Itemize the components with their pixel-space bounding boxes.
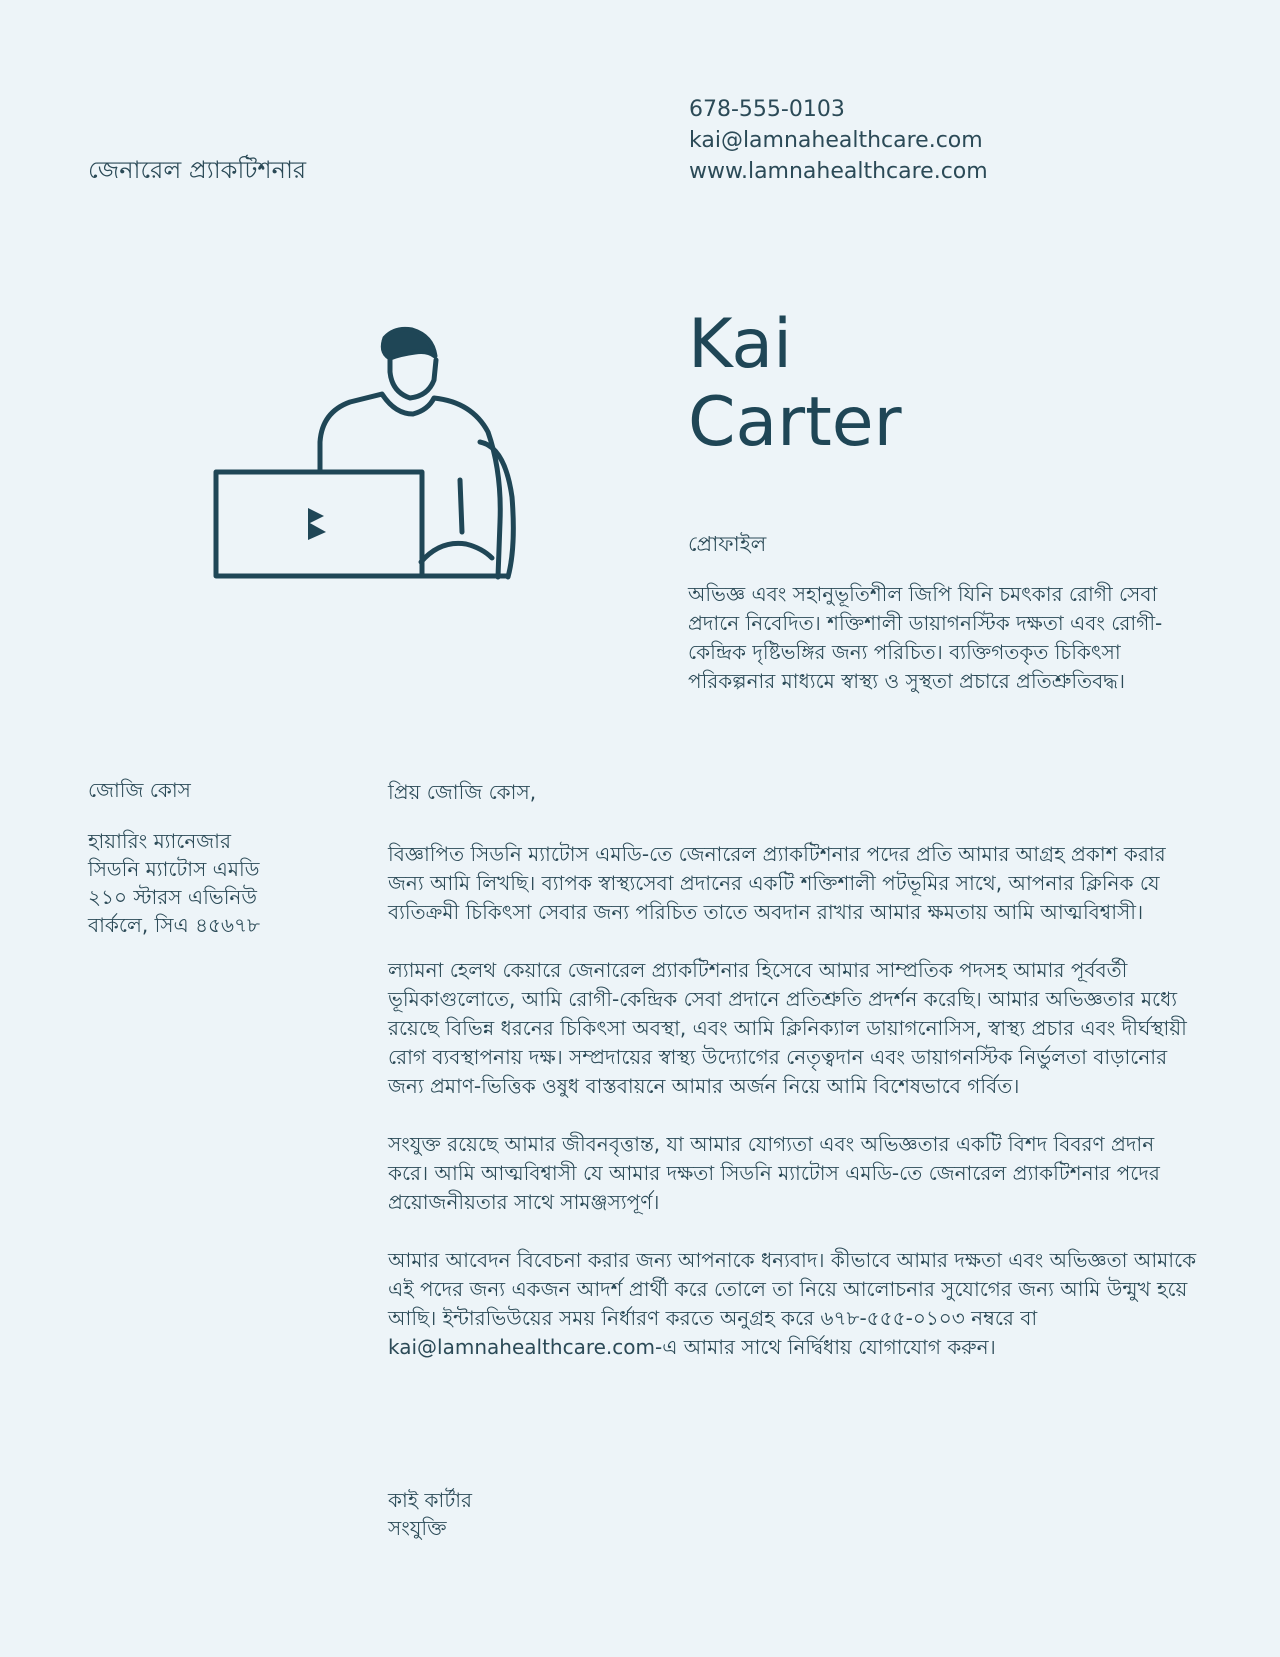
signature-name: কাই কার্টার	[388, 1488, 473, 1512]
recipient-street: ২১০ স্টারস এভিনিউ	[88, 885, 257, 909]
last-name: Carter	[688, 383, 902, 462]
signoff	[388, 1486, 472, 1542]
recipient-company: সিডনি ম্যাটোস এমডি	[88, 857, 260, 881]
letter-body	[388, 840, 1198, 1391]
recipient-title: হায়ারিং ম্যানেজার	[88, 829, 231, 853]
job-title: জেনারেল প্র্যাকটিশনার	[88, 156, 307, 184]
profile-summary: অভিজ্ঞ এবং সহানুভূতিশীল জিপি যিনি চমৎকার রোগী সেবা প্রদানে নিবেদিত। শক্তিশালী ডায়াগনস্টিক দক্ষতা এবং রোগী-কেন্দ্রিক দৃষ্টিভঙ্গির জন্য পরিচিত। ব্যক্তিগতকৃত চিকিৎসা পরিকল্পনার মাধ্যমে স্বাস্থ্য ও সুস্থতা প্রচারে প্রতিশ্রুতিবদ্ধ।	[688, 582, 1163, 693]
phone-number: 678-555-0103	[689, 97, 845, 122]
recipient-city: বার্কলে, সিএ ৪৫৬৭৮	[88, 913, 261, 937]
letter-paragraph: ল্যামনা হেলথ কেয়ারে জেনারেল প্র্যাকটিশনার হিসেবে আমার সাম্প্রতিক পদসহ আমার পূর্ববর্তী ভূমিকাগুলোতে, আমি রোগী-কেন্দ্রিক সেবা প্রদানে প্রতিশ্রুতি প্রদর্শন করেছি। আমার অভিজ্ঞতার মধ্যে রয়েছে বিভিন্ন ধরনের চিকিৎসা অবস্থা, এবং আমি ক্লিনিক্যাল ডায়াগনোসিস, স্বাস্থ্য প্রচার এবং দীর্ঘস্থায়ী রোগ ব্যবস্থাপনায় দক্ষ। সম্প্রদায়ের স্বাস্থ্য উদ্যোগের নেতৃত্বদান এবং ডায়াগনস্টিক নির্ভুলতা বাড়ানোর জন্য প্রমাণ-ভিত্তিক ওষুধ বাস্তবায়নে আমার অর্জন নিয়ে আমি বিশেষভাবে গর্বিত।	[388, 958, 1187, 1098]
candidate-name	[688, 306, 902, 462]
contact-block	[689, 94, 988, 187]
first-name: Kai	[688, 305, 792, 384]
enclosure-note: সংযুক্তি	[388, 1516, 447, 1540]
person-at-laptop-icon	[210, 322, 550, 582]
letter-paragraph: বিজ্ঞাপিত সিডনি ম্যাটোস এমডি-তে জেনারেল প্র্যাকটিশনার পদের প্রতি আমার আগ্রহ প্রকাশ করার জন্য আমি লিখছি। ব্যাপক স্বাস্থ্যসেবা প্রদানের একটি শক্তিশালী পটভূমির সাথে, আপনার ক্লিনিক যে ব্যতিক্রমী চিকিৎসা সেবার জন্য পরিচিত তাতে অবদান রাখার আমার ক্ষমতায় আমি আত্মবিশ্বাসী।	[388, 842, 1166, 924]
recipient-name: জোজি কোস	[88, 778, 191, 802]
website-url: www.lamnahealthcare.com	[689, 159, 988, 184]
letter-paragraph: সংযুক্ত রয়েছে আমার জীবনবৃত্তান্ত, যা আমার যোগ্যতা এবং অভিজ্ঞতার একটি বিশদ বিবরণ প্রদান করে। আমি আত্মবিশ্বাসী যে আমার দক্ষতা সিডনি ম্যাটোস এমডি-তে জেনারেল প্র্যাকটিশনার পদের প্রয়োজনীয়তার সাথে সামঞ্জস্যপূর্ণ।	[388, 1132, 1160, 1214]
email-address: kai@lamnahealthcare.com	[689, 128, 983, 153]
salutation: প্রিয় জোজি কোস,	[388, 780, 537, 804]
letter-paragraph: আমার আবেদন বিবেচনা করার জন্য আপনাকে ধন্যবাদ। কীভাবে আমার দক্ষতা এবং অভিজ্ঞতা আমাকে এই পদের জন্য একজন আদর্শ প্রার্থী করে তোলে তা নিয়ে আলোচনার সুযোগের জন্য আমি উন্মুখ হয়ে আছি। ইন্টারভিউয়ের সময় নির্ধারণ করতে অনুগ্রহ করে ৬৭৮-৫৫৫-০১০৩ নম্বরে বা kai@lamnahealthcare.com-এ আমার সাথে নির্দ্বিধায় যোগাযোগ করুন।	[388, 1248, 1197, 1359]
recipient-address	[88, 827, 260, 939]
profile-heading: প্রোফাইল	[688, 532, 767, 556]
